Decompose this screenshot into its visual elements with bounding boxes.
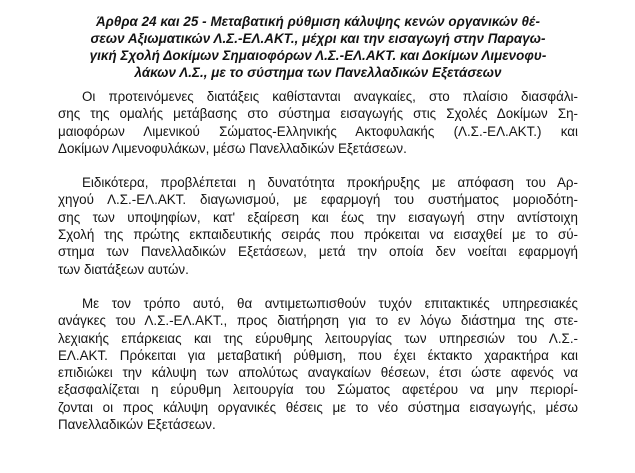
- paragraph-line: ανάγκες του Λ.Σ.-ΕΛ.ΑΚΤ., προς διατήρηση για το εν λόγω διάστημα της στε-: [58, 313, 578, 329]
- paragraph-line: χηγού Λ.Σ.-ΕΛ.ΑΚΤ. διαγωνισμού, με εφαρμογή του συστήματος μοριοδότη-: [58, 192, 578, 208]
- paragraph-line: Πανελλαδικών Εξετάσεων.: [58, 417, 216, 433]
- heading-line: λάκων Λ.Σ., με το σύστημα των Πανελλαδικών Εξετάσεων: [134, 65, 502, 80]
- heading-line: Άρθρα 24 και 25 - Μεταβατική ρύθμιση κάλυψης κενών οργανικών θέ-: [95, 14, 541, 29]
- paragraph-line: Δοκίμων Λιμενοφυλάκων, μέσω Πανελλαδικών Εξετάσεων.: [58, 140, 407, 156]
- paragraph-specifics: [58, 174, 578, 278]
- paragraph-line: Οι προτεινόμενες διατάξεις καθίστανται αναγκαίες, στο πλαίσιο διασφάλι-: [82, 89, 578, 104]
- paragraph-necessity: [58, 88, 578, 157]
- heading-line: γική Σχολή Δοκίμων Σημαιοφόρων Λ.Σ.-ΕΛ.ΑΚΤ. και Δοκίμων Λιμενοφυ-: [89, 48, 547, 63]
- paragraph-line: ζονται οι προς κάλυψη οργανικές θέσεις με το νέο σύστημα εισαγωγής, μέσω: [58, 399, 578, 415]
- paragraph-line: λεχιακής επάρκειας και της εύρυθμης λειτουργίας των υπηρεσιών του Λ.Σ.-: [58, 330, 578, 346]
- paragraph-line: ΕΛ.ΑΚΤ. Πρόκειται για μεταβατική ρύθμιση, που έχει έκτακτο χαρακτήρα και: [58, 347, 578, 363]
- paragraph-outcome: [58, 295, 578, 433]
- paragraph-line: επιδιώκει την κάλυψη των απολύτως αναγκαίων θέσεων, έτσι ώστε αφενός να: [58, 365, 578, 381]
- paragraph-line: Με τον τρόπο αυτό, θα αντιμετωπισθούν τυχόν επιτακτικές υπηρεσιακές: [82, 295, 578, 311]
- paragraph-line: εξασφαλίζεται η εύρυθμη λειτουργία του Σώματος αφετέρου να μην περιορί-: [58, 382, 578, 398]
- paragraph-line: μαιοφόρων Λιμενικού Σώματος-Ελληνικής Ακτοφυλακής (Λ.Σ.-ΕΛ.ΑΚΤ.) και: [58, 123, 578, 139]
- document-page: [58, 13, 578, 450]
- paragraph-line: Ειδικότερα, προβλέπεται η δυνατότητα προκήρυξης με απόφαση του Αρ-: [82, 175, 578, 191]
- heading-line: σεων Αξιωματικών Λ.Σ.-ΕΛ.ΑΚΤ., μέχρι και την εισαγωγή στην Παραγω-: [90, 31, 546, 46]
- paragraph-line: στημα των Πανελλαδικών Εξετάσεων, μετά την οποία δεν νοείται εφαρμογή: [58, 244, 578, 260]
- paragraph-line: Σχολή της πρώτης εκπαιδευτικής σειράς που πρόκειται να εισαχθεί με το σύ-: [58, 227, 578, 243]
- paragraph-line: σης της ομαλής μετάβασης στο σύστημα εισαγωγής στις Σχολές Δοκίμων Ση-: [58, 106, 578, 122]
- article-heading: [58, 13, 578, 81]
- paragraph-line: των διατάξεων αυτών.: [58, 261, 189, 277]
- paragraph-line: σης των υποψηφίων, κατ' εξαίρεση και έως την εισαγωγή στην αντίστοιχη: [58, 209, 578, 225]
